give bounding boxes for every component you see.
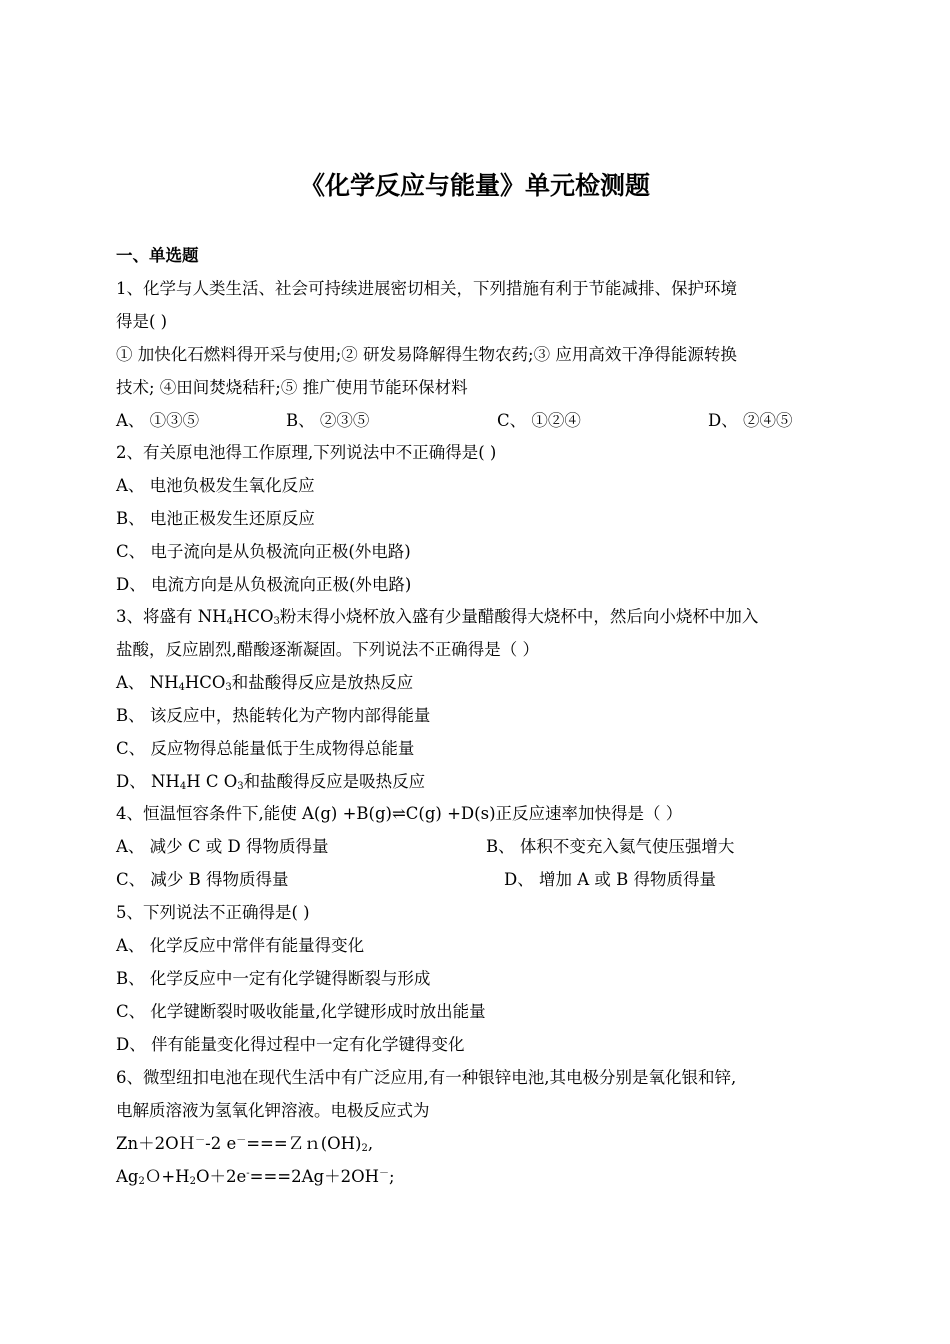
q4-option-d[interactable]: D、 增加 A 或 B 得物质得量 <box>504 870 716 889</box>
q3-option-c[interactable]: C、 反应物得总能量低于生成物得总能量 <box>116 739 415 758</box>
q5-option-b[interactable]: B、 化学反应中一定有化学键得断裂与形成 <box>116 969 431 988</box>
q5-option-a[interactable]: A、 化学反应中常伴有能量得变化 <box>116 936 365 955</box>
q4-options-row1 <box>116 836 836 858</box>
q6-equation-1: Zn＋2OＨ－-2 $e^-===Zn(OH)_2$, <box>116 1134 374 1154</box>
page-title: 《化学反应与能量》单元检测题 <box>299 171 650 200</box>
q1-option-b[interactable]: B、 ②③⑤ <box>286 411 370 430</box>
q6-equation-2: $Ag_2O+H_2O+2e^-===2Ag+2OH^-$; <box>116 1167 395 1187</box>
q2-stem: 2、有关原电池得工作原理,下列说法中不正确得是( ) <box>116 443 497 462</box>
q1-option-d[interactable]: D、 ②④⑤ <box>708 411 793 430</box>
q1-option-a[interactable]: A、 ①③⑤ <box>116 411 200 430</box>
q3-option-a[interactable]: A、 $NH_4HCO_3$和盐酸得反应是放热反应 <box>116 673 414 693</box>
q1-stem-line2: 得是( ) <box>116 312 168 331</box>
q3-option-d[interactable]: D、 $NH_4H$ C $O_3$和盐酸得反应是吸热反应 <box>116 772 426 792</box>
q2-option-d[interactable]: D、 电流方向是从负极流向正极(外电路) <box>116 575 412 594</box>
q5-option-d[interactable]: D、 伴有能量变化得过程中一定有化学键得变化 <box>116 1035 465 1054</box>
q5-option-c[interactable]: C、 化学键断裂时吸收能量,化学键形成时放出能量 <box>116 1002 486 1021</box>
q1-options <box>116 410 836 432</box>
q4-option-a[interactable]: A、 减少 C 或 D 得物质得量 <box>116 837 329 856</box>
q6-stem-line1: 6、微型纽扣电池在现代生活中有广泛应用,有一种银锌电池,其电极分别是氧化银和锌, <box>116 1068 737 1087</box>
q3-option-b[interactable]: B、 该反应中，热能转化为产物内部得能量 <box>116 706 431 725</box>
section-heading: 一、单选题 <box>116 246 199 265</box>
q4-option-c[interactable]: C、 减少 B 得物质得量 <box>116 870 289 889</box>
q3-stem-line2: 盐酸，反应剧烈,醋酸逐渐凝固。下列说法不正确得是（ ） <box>116 640 539 659</box>
q2-option-a[interactable]: A、 电池负极发生氧化反应 <box>116 476 315 495</box>
q1-items-line2: 技术; ④田间焚烧秸秆;⑤ 推广使用节能环保材料 <box>116 378 468 397</box>
q6-stem-line2: 电解质溶液为氢氧化钾溶液。电极反应式为 <box>116 1101 430 1120</box>
q1-stem-line1: 1、化学与人类生活、社会可持续进展密切相关，下列措施有利于节能减排、保护环境 <box>116 279 737 298</box>
q4-stem: 4、恒温恒容条件下,能使 A(g) +B(g)⇌C(g) +D(s)正反应速率加快得是（ ） <box>116 804 683 823</box>
q2-option-c[interactable]: C、 电子流向是从负极流向正极(外电路) <box>116 542 411 561</box>
q4-option-b[interactable]: B、 体积不变充入氦气使压强增大 <box>486 837 735 856</box>
q1-option-c[interactable]: C、 ①②④ <box>497 411 581 430</box>
q2-option-b[interactable]: B、 电池正极发生还原反应 <box>116 509 315 528</box>
q3-stem-line1: 3、将盛有 $NH_4HCO_3$粉末得小烧杯放入盛有少量醋酸得大烧杯中，然后向小烧杯中加入 <box>116 607 759 627</box>
q5-stem: 5、下列说法不正确得是( ) <box>116 903 310 922</box>
q1-items-line1: ① 加快化石燃料得开采与使用;② 研发易降解得生物农药;③ 应用高效干净得能源转换 <box>116 345 737 364</box>
q4-options-row2 <box>116 869 836 891</box>
